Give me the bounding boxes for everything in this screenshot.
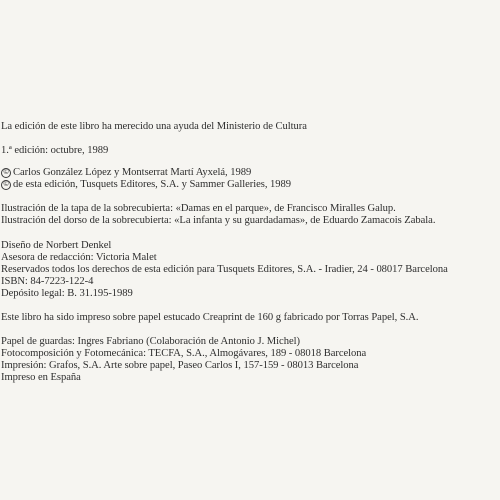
printing-note: Este libro ha sido impreso sobre papel estucado Creaprint de 160 g fabricado por Torras Papel, S.A.	[1, 312, 419, 323]
design-credit: Diseño de Norbert Denkel	[1, 240, 112, 251]
copyright-author-line	[1, 167, 251, 179]
editorial-advisor: Asesora de redacción: Victoria Malet	[1, 252, 157, 263]
printing-credit: Impresión: Grafos, S.A. Arte sobre papel, Paseo Carlos I, 157-159 - 08013 Barcelona	[1, 360, 359, 371]
printed-in: Impreso en España	[1, 372, 81, 383]
edition-date: 1.ª edición: octubre, 1989	[1, 145, 109, 156]
copyright-edition: de esta edición, Tusquets Editores, S.A. y Sammer Galleries, 1989	[13, 179, 292, 190]
photocomposition-credit: Fotocomposición y Fotomecánica: TECFA, S.A., Almogávares, 189 - 08018 Barcelona	[1, 348, 367, 359]
grant-notice: La edición de este libro ha merecido una ayuda del Ministerio de Cultura	[1, 121, 307, 132]
copyright-icon: ©	[1, 180, 11, 190]
copyright-author: Carlos González López y Montserrat Martí Ayxelá, 1989	[13, 167, 252, 178]
rights-notice: Reservados todos los derechos de esta edición para Tusquets Editores, S.A. - Iradier, 24 - 08017 Barcelona	[1, 264, 448, 275]
copyright-edition-line	[1, 179, 291, 191]
copyright-icon: ©	[1, 168, 11, 178]
legal-deposit: Depósito legal: B. 31.195-1989	[1, 288, 133, 299]
back-illustration-credit: Ilustración del dorso de la sobrecubierta: «La infanta y su guardadamas», de Eduardo Zamacois Zabala.	[1, 215, 436, 226]
endpapers-credit: Papel de guardas: Ingres Fabriano (Colaboración de Antonio J. Michel)	[1, 336, 300, 347]
cover-illustration-credit: Ilustración de la tapa de la sobrecubierta: «Damas en el parque», de Francisco Miralles Galup.	[1, 203, 396, 214]
isbn: ISBN: 84-7223-122-4	[1, 276, 94, 287]
